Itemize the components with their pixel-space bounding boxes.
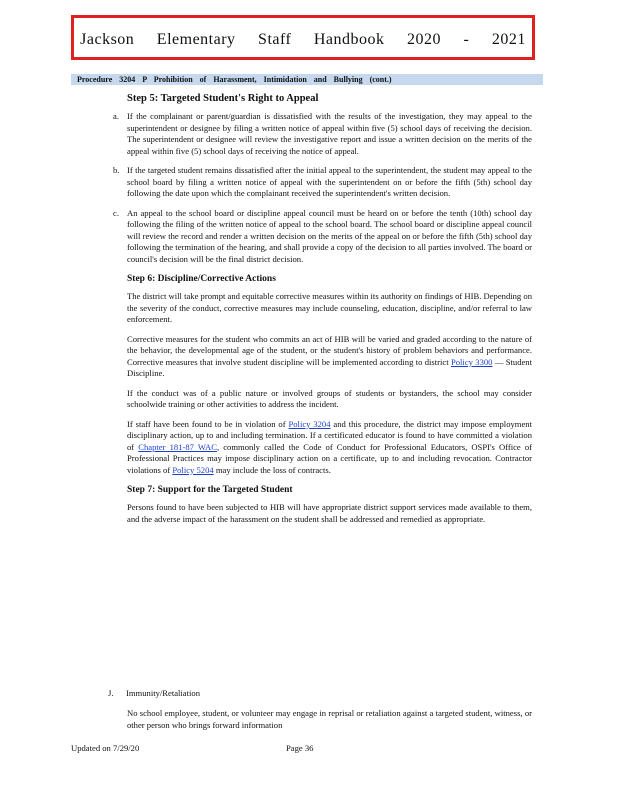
page-footer (71, 743, 314, 753)
text-segment: Corrective measures for the student who commits an act of HIB will be varied and graded according to the nature of the behavior, the developmental age of the student, or the student's history of problem behaviors and performance. Corrective measures that involve student discipline will be implemented according to district (127, 333, 532, 367)
item-marker: c. (113, 207, 119, 218)
document-body (113, 92, 533, 533)
step6-paragraph-4 (127, 419, 532, 477)
item-marker: b. (113, 165, 120, 175)
text-segment: — Student Discipline. (127, 356, 532, 378)
handbook-title-box (71, 15, 535, 60)
text-segment: and this procedure, the district may impose employment disciplinary action, up to and including termination. If a certificated educator is found to have committed a violation of (127, 418, 532, 452)
immunity-paragraph: No school employee, student, or volunteer may engage in reprisal or retaliation against a targeted student, witness, or other person who brings forward information (127, 708, 532, 730)
step5-item-b (113, 165, 532, 200)
procedure-header-bar: Procedure 3204 P Prohibition of Harassment, Intimidation and Bullying (cont.) (71, 74, 543, 85)
page-number: Page 36 (286, 743, 314, 753)
step5-heading: Step 5: Targeted Student's Right to Appeal (127, 93, 319, 104)
item-text: If the complainant or parent/guardian is dissatisfied with the results of the investigation, they may appeal to the superintendent or designee by filing a written notice of appeal within five (5) school days of receiving the decision. The superintendent or designee will review the investigative report and issue a written decision on the merits of the appeal within five (5) school days of receiving the notice of appeal. (127, 111, 532, 156)
immunity-heading-row (108, 688, 200, 698)
item-marker: a. (113, 111, 119, 121)
item-text: If the targeted student remains dissatisfied after the initial appeal to the superintendent, the student may appeal to the school board by filing a written notice of appeal with the superintendent on or before the fifth (5th) school day following the date upon which the complainant received the superintendent's written decision. (127, 165, 532, 198)
step6-heading: Step 6: Discipline/Corrective Actions (127, 274, 276, 284)
step7-paragraph-1: Persons found to have been subjected to HIB will have appropriate district support services made available to them, and the adverse impact of the harassment on the student shall be addressed and remedied as appropriate. (127, 502, 532, 524)
step5-item-c (113, 207, 532, 266)
step6-paragraph-1: The district will take prompt and equitable corrective measures within its authority on findings of HIB. Depending on the severity of the conduct, corrective measures may include counseling, education, discipline, and/or referral to law enforcement. (127, 291, 532, 324)
immunity-heading: Immunity/Retaliation (126, 688, 200, 698)
text-segment: , commonly called the Code of Conduct for Professional Educators, OSPI's Office of Professional Practices may impose disciplinary action on a certificate, up to and including revocation. Contractor violations of (127, 441, 533, 475)
step5-item-a (113, 111, 532, 157)
step6-paragraph-2 (127, 334, 532, 380)
text-segment: If staff have been found to be in violation of (127, 418, 289, 429)
handbook-title: Jackson Elementary Staff Handbook 2020 - 2021 (80, 31, 526, 48)
section-marker: J. (108, 688, 114, 698)
wac-chapter-link[interactable]: Chapter 181-87 WAC (138, 441, 217, 452)
step7-heading: Step 7: Support for the Targeted Student (127, 485, 293, 495)
updated-date: Updated on 7/29/20 (71, 743, 140, 753)
policy-3204-link[interactable]: Policy 3204 (288, 418, 331, 429)
text-segment: may include the loss of contracts. (213, 464, 331, 475)
policy-3300-link[interactable]: Policy 3300 (450, 356, 493, 367)
item-text: An appeal to the school board or discipline appeal council must be heard on or before the tenth (10th) school day following the filing of the written notice of appeal to the school board. The school board or discipline appeal council will review the record and render a written decision on the merits of the appeal on or before the fifth (5th) school day following the termination of the hearing, and shall provide a copy of the decision to all parties involved. The board or council's decision will be the final district decision. (127, 207, 532, 264)
step6-paragraph-3: If the conduct was of a public nature or involved groups of students or bystanders, the school may consider schoolwide training or other activities to address the incident. (127, 387, 532, 409)
policy-5204-link[interactable]: Policy 5204 (172, 464, 214, 475)
